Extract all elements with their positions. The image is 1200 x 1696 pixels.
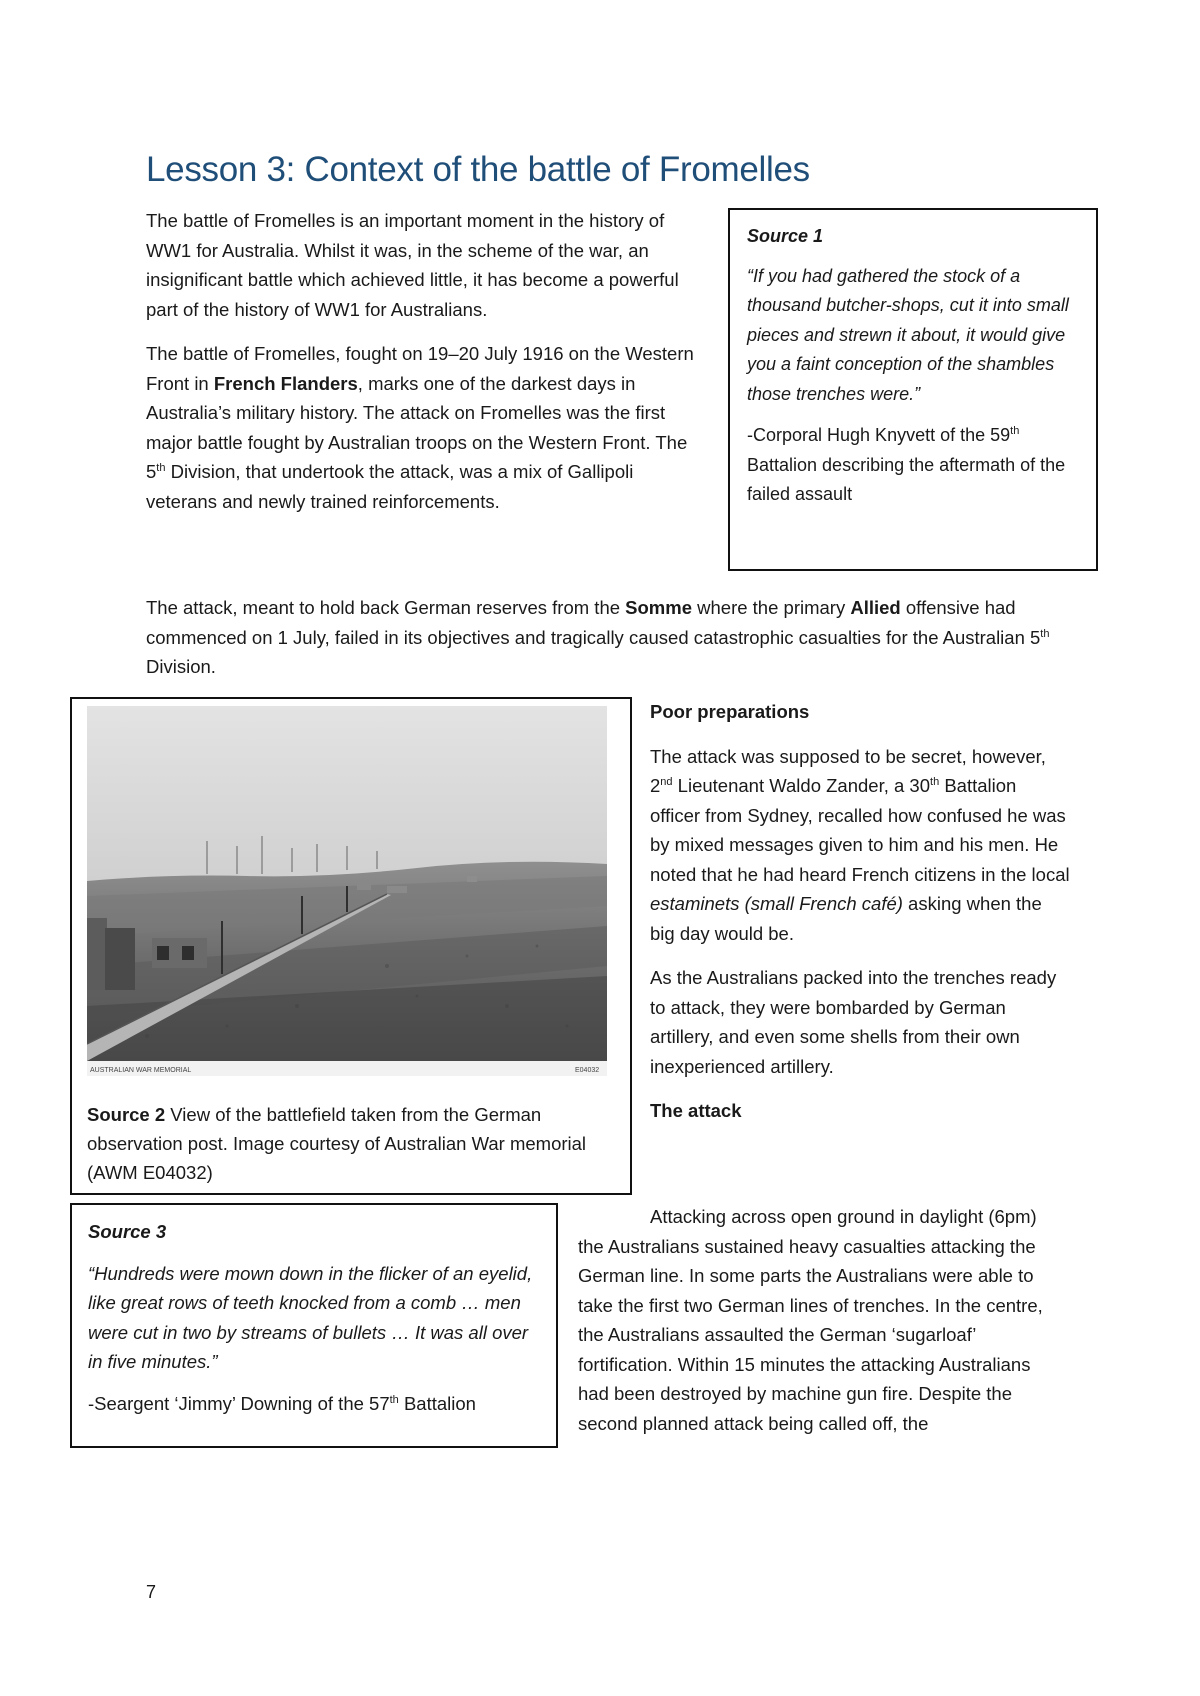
battlefield-photo — [87, 706, 607, 1076]
intro-text — [146, 206, 696, 531]
poor-preparations-paragraph-1: The attack was supposed to be secret, however, 2nd Lieutenant Waldo Zander, a 30th Battalion officer from Sydney, recalled how confused he was by mixed messages given to him and his men. He noted that he had heard French citizens in the local estaminets (small French café) asking when the big day would be. — [650, 745, 1070, 944]
intro-paragraph-1: The battle of Fromelles is an important moment in the history of WW1 for Australia. Whilst it was, in the scheme of the war, an insignificant battle which achieved little, it has become a powerful part of the history of WW1 for Australians. — [146, 210, 679, 320]
page-number: 7 — [146, 1582, 157, 1602]
page-title: Lesson 3: Context of the battle of Fromelles — [146, 150, 810, 189]
source-3-box — [70, 1203, 558, 1448]
source-3-attribution: -Seargent ‘Jimmy’ Downing of the 57th Battalion — [88, 1392, 476, 1414]
source-3-quote: “Hundreds were mown down in the flicker of an eyelid, like great rows of teeth knocked from a comb … men were cut in two by streams of bullets … It was all over in five minutes.” — [88, 1262, 533, 1372]
source-3-title: Source 3 — [88, 1221, 167, 1242]
source-1-attribution: -Corporal Hugh Knyvett of the 59th Battalion describing the aftermath of the failed assault — [747, 425, 1066, 504]
poor-preparations-section — [650, 697, 1070, 1141]
source-1-title: Source 1 — [747, 226, 824, 246]
photo-credit-left: AUSTRALIAN WAR MEMORIAL — [90, 1067, 192, 1074]
poor-preparations-paragraph-2: As the Australians packed into the trenches ready to attack, they were bombarded by German artillery, and even some shells from their own inexperienced artillery. — [650, 967, 1057, 1077]
the-attack-paragraph: Attacking across open ground in daylight (6pm) the Australians sustained heavy casualties attacking the German line. In some parts the Australians were able to take the first two German lines of trenches. In the centre, the Australians assaulted the German ‘sugarloaf’ fortification. Within 15 minutes the attacking Australians had been destroyed by machine gun fire. Despite the second planned attack being called off, the — [578, 1206, 1043, 1434]
intro-paragraph-3: The attack, meant to hold back German reserves from the Somme where the primary Allied offensive had commenced on 1 July, failed in its objectives and tragically caused catastrophic casualties for the Australian 5th Division. — [146, 597, 1050, 677]
source-2-label: Source 2 — [87, 1104, 166, 1125]
source-1-box — [728, 208, 1098, 571]
the-attack-heading: The attack — [650, 1100, 742, 1121]
source-2-caption: Source 2 View of the battlefield taken from the German observation post. Image courtesy of Australian War memorial (AWM E04032) — [87, 1104, 587, 1183]
photo-credit-right: E04032 — [575, 1067, 600, 1074]
battlefield-photo-image — [87, 706, 607, 1076]
poor-preparations-heading: Poor preparations — [650, 701, 810, 722]
source-1-quote: “If you had gathered the stock of a thousand butcher-shops, cut it into small pieces and strewn it about, it would give you a faint conception of the shambles those trenches were.” — [747, 265, 1069, 404]
intro-paragraph-2: The battle of Fromelles, fought on 19–20 July 1916 on the Western Front in French Flanders, marks one of the darkest days in Australia’s military history. The attack on Fromelles was the first major battle fought by Australian troops on the Western Front. The 5th Division, that undertook the attack, was a mix of Gallipoli veterans and newly trained reinforcements. — [146, 343, 694, 512]
